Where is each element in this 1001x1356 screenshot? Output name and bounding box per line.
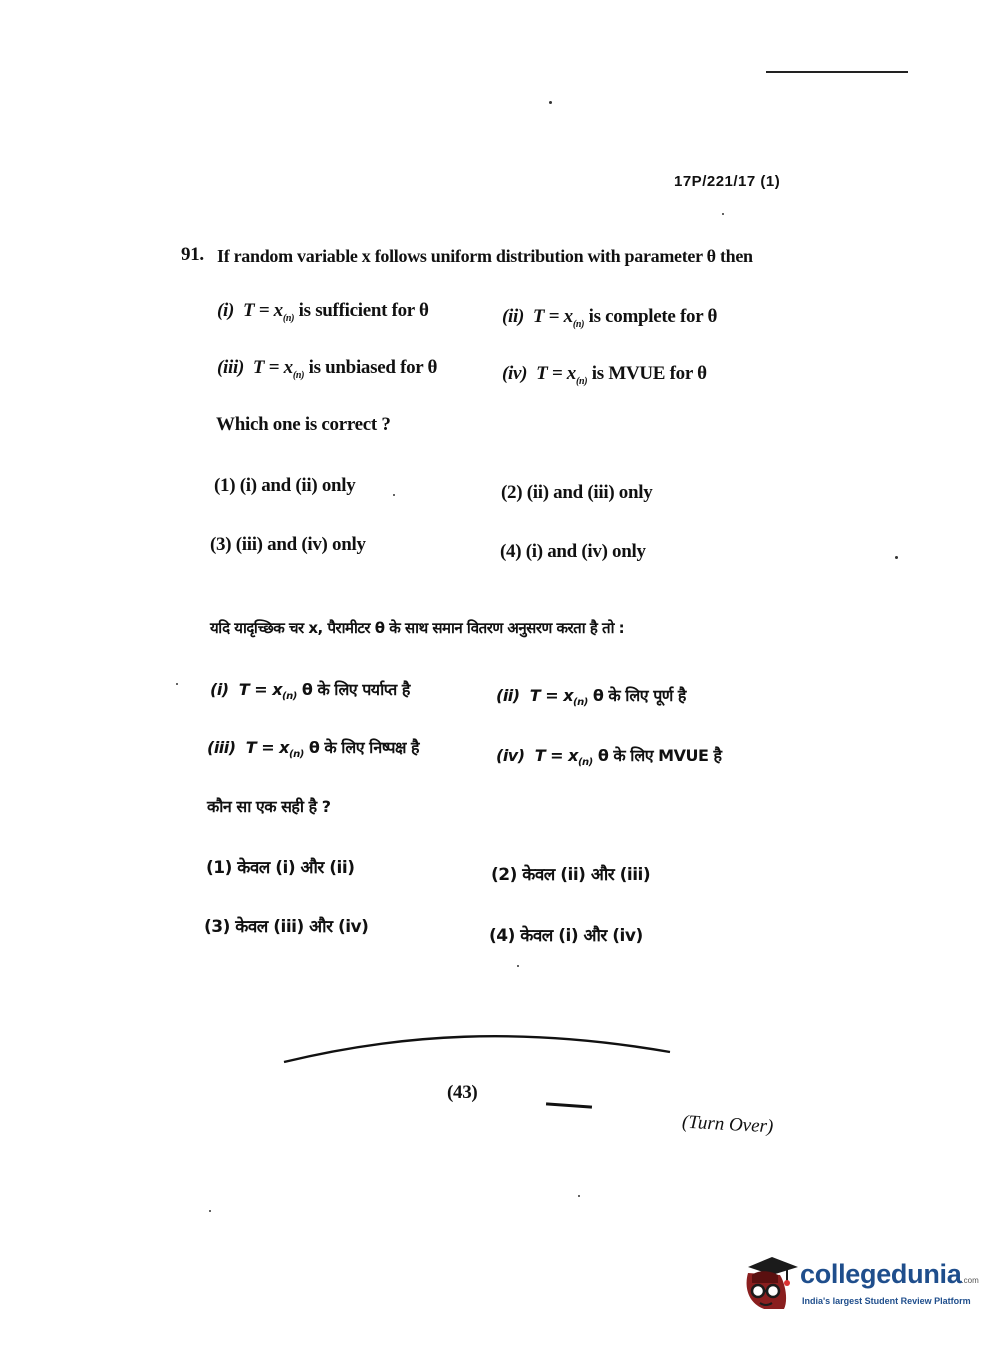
statement-subscript: (n) (292, 369, 305, 381)
statement-label: (iii) (207, 738, 236, 757)
statement-en-2 (502, 306, 717, 330)
statement-subscript: (n) (282, 691, 297, 703)
dash-mark (546, 1102, 592, 1108)
option-en-1[interactable]: (1) (i) and (ii) only (214, 475, 356, 496)
scan-speck (549, 101, 552, 104)
statement-label: (i) (217, 300, 235, 321)
watermark-logo (742, 1253, 979, 1319)
statement-subscript: (n) (577, 757, 593, 769)
statement-symbol: T = x (536, 363, 577, 384)
scan-speck (578, 1195, 580, 1197)
top-rule (766, 71, 908, 73)
question-number: 91. (181, 244, 204, 265)
turn-over: (Turn Over) (681, 1111, 774, 1138)
brand-suffix: .com (961, 1276, 979, 1285)
option-hi-3[interactable]: (3) केवल (iii) और (iv) (204, 917, 369, 937)
statement-symbol: T = x (529, 686, 574, 705)
brand-name (800, 1259, 979, 1290)
page-number: (43) (447, 1082, 478, 1103)
question-stem-hi: यदि यादृच्छिक चर x, पैरामीटर θ के साथ समान वितरण अनुसरण करता है तो : (210, 619, 625, 637)
statement-symbol: T = x (242, 300, 283, 321)
mascot-icon (742, 1253, 800, 1313)
statement-text: is MVUE for θ (591, 363, 707, 384)
separator-curve (280, 1020, 680, 1070)
statement-subscript: (n) (572, 318, 585, 330)
scan-speck (722, 213, 724, 215)
statement-symbol: T = x (238, 680, 283, 699)
statement-hi-4 (496, 744, 721, 768)
statement-subscript: (n) (282, 312, 295, 324)
statement-hi-1 (210, 678, 410, 702)
option-hi-2[interactable]: (2) केवल (ii) और (iii) (491, 865, 651, 885)
statement-symbol: T = x (534, 746, 578, 765)
statement-en-1 (217, 300, 429, 324)
statement-text: is unbiased for θ (308, 357, 438, 378)
statement-text: θ के लिए पर्याप्त है (301, 680, 410, 699)
statement-label: (iii) (217, 357, 244, 378)
option-en-2[interactable]: (2) (ii) and (iii) only (501, 482, 653, 503)
statement-en-3 (217, 357, 437, 381)
statement-en-4 (502, 363, 707, 387)
statement-text: θ के लिए निष्पक्ष है (308, 738, 419, 757)
scan-speck (393, 494, 395, 496)
statement-subscript: (n) (573, 697, 588, 709)
statement-label: (ii) (496, 686, 520, 705)
statement-text: θ के लिए MVUE है (597, 746, 722, 765)
statement-text: θ के लिए पूर्ण है (592, 686, 686, 705)
statement-hi-3 (207, 736, 419, 760)
option-en-3[interactable]: (3) (iii) and (iv) only (210, 534, 366, 555)
option-en-4[interactable]: (4) (i) and (iv) only (500, 541, 646, 562)
statement-symbol: T = x (532, 306, 573, 327)
option-hi-1[interactable]: (1) केवल (i) और (ii) (206, 858, 355, 878)
statement-text: is complete for θ (588, 306, 718, 327)
statement-hi-2 (496, 684, 686, 708)
statement-subscript: (n) (289, 749, 304, 761)
statement-label: (ii) (502, 306, 525, 327)
scan-speck (209, 1210, 211, 1212)
scan-speck (176, 683, 178, 685)
prompt-hi: कौन सा एक सही है ? (207, 797, 331, 816)
question-stem-en: If random variable x follows uniform distribution with parameter θ then (217, 246, 753, 266)
statement-symbol: T = x (252, 357, 293, 378)
statement-label: (iv) (496, 746, 525, 765)
scan-speck (517, 965, 519, 967)
brand-tagline: India's largest Student Review Platform (802, 1296, 971, 1306)
statement-symbol: T = x (245, 738, 289, 757)
option-hi-4[interactable]: (4) केवल (i) और (iv) (489, 926, 643, 946)
statement-text: is sufficient for θ (298, 300, 429, 321)
prompt-en: Which one is correct ? (216, 414, 391, 435)
paper-code: 17P/221/17 (1) (674, 173, 781, 190)
statement-subscript: (n) (576, 375, 588, 387)
statement-label: (i) (210, 680, 229, 699)
brand-text: collegedunia (800, 1259, 962, 1289)
statement-label: (iv) (502, 363, 528, 384)
scan-speck (895, 556, 898, 559)
